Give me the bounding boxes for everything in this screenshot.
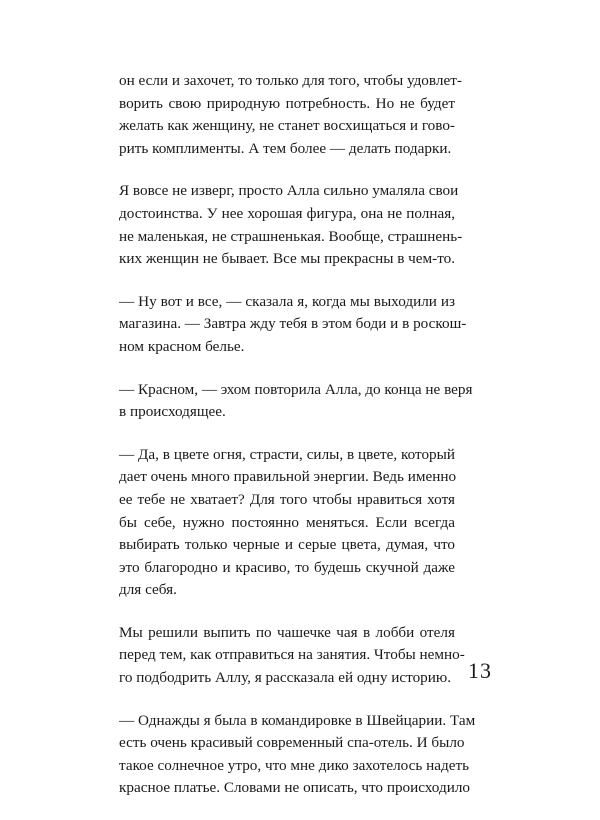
text-line: — Да, в цвете огня, страсти, силы, в цвете, который — [119, 445, 455, 463]
paragraph — [119, 379, 473, 424]
text-line: ее тебе не хватает? Для того чтобы нравиться хотя — [119, 490, 455, 508]
text-line: — Однажды я была в командировке в Швейцарии. Там — [119, 711, 476, 729]
text-line: для себя. — [119, 581, 177, 599]
paragraph — [119, 180, 463, 270]
text-line: — Красном, — эхом повторила Алла, до конца не веря — [119, 380, 473, 398]
text-line: достоинства. У нее хорошая фигура, она не полная, — [119, 204, 455, 222]
text-line: — Ну вот и все, — сказала я, когда мы выходили из — [119, 292, 455, 310]
text-line: перед тем, как отправиться на занятия. Чтобы немно- — [119, 646, 465, 664]
text-line: это благородно и красиво, то будешь скучной даже — [119, 558, 455, 576]
text-line: в происходящее. — [119, 403, 226, 421]
text-line: Мы решили выпить по чашечке чая в лобби отеля — [119, 623, 455, 641]
page-number: 13 — [468, 658, 492, 683]
paragraph — [119, 710, 476, 800]
text-line: ном красном белье. — [119, 337, 245, 355]
text-line: магазина. — Завтра жду тебя в этом боди и в роскош- — [119, 315, 467, 333]
paragraph — [119, 622, 465, 690]
text-line: он если и захочет, то только для того, чтобы удовлет- — [119, 72, 462, 89]
text-line: выбирать только черные и серые цвета, думая, что — [119, 536, 455, 554]
text-line: красное платье. Словами не описать, что происходило — [119, 779, 470, 797]
paragraph — [119, 444, 455, 602]
text-line: не маленькая, не страшненькая. Вообще, страшнень- — [119, 227, 463, 245]
body-text — [119, 70, 476, 820]
text-line: дает очень много правильной энергии. Ведь именно — [119, 468, 457, 486]
text-line: Я вовсе не изверг, просто Алла сильно умаляла свои — [119, 182, 459, 200]
paragraph — [119, 70, 462, 160]
text-line: бы себе, нужно постоянно меняться. Если всегда — [119, 513, 455, 531]
text-line: такое солнечное утро, что мне дико захотелось надеть — [119, 756, 470, 774]
text-line: ворить свою природную потребность. Но не будет — [119, 94, 455, 112]
paragraph — [119, 291, 467, 359]
text-line: есть очень красивый современный спа-отель. И было — [119, 734, 465, 752]
text-line: ких женщин не бывает. Все мы прекрасны в чем-то. — [119, 250, 456, 268]
text-line: рить комплименты. А тем более — делать подарки. — [119, 139, 452, 157]
text-line: го подбодрить Аллу, я рассказала ей одну историю. — [119, 669, 452, 687]
text-line: желать как женщину, не станет восхищаться и гово- — [119, 117, 455, 135]
